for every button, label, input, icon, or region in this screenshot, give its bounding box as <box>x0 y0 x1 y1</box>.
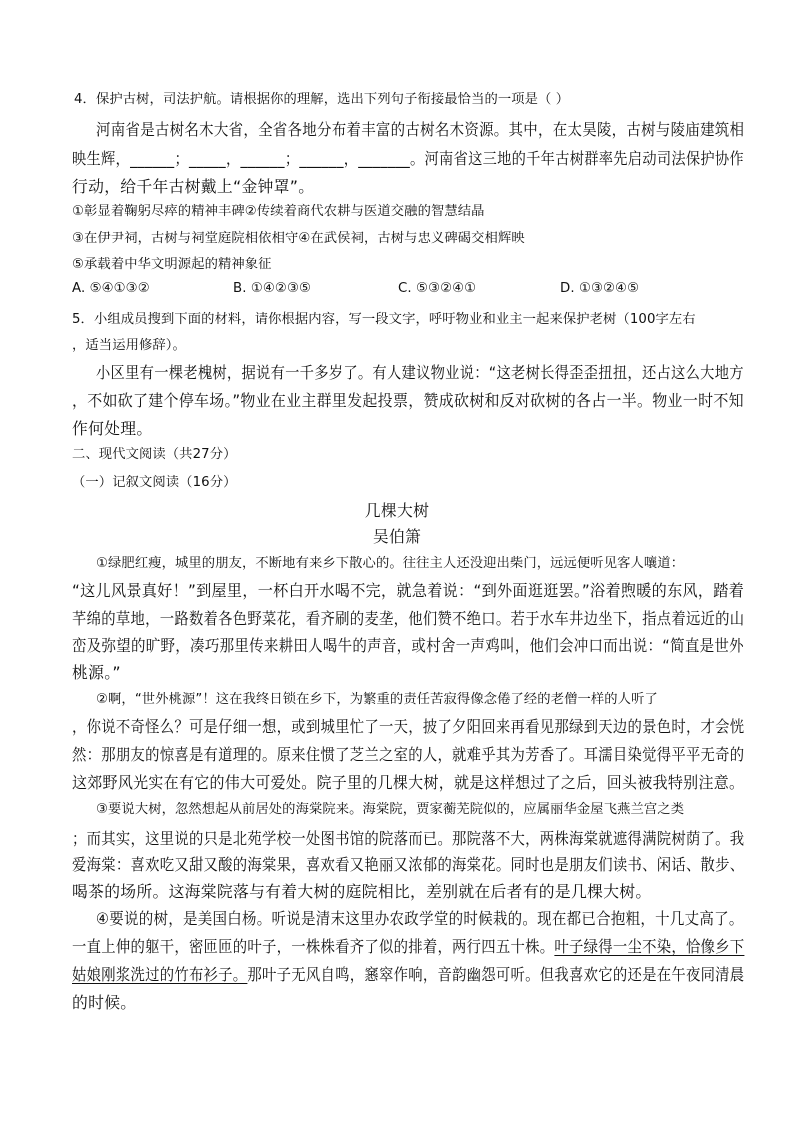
choice-a-letter: A. <box>72 281 86 296</box>
choice-b-text: ①④②③⑤ <box>250 281 311 296</box>
q5-passage-line-2: ，不如砍了建个停车场。”物业在业主群里发起投票，赞成砍树和反对砍树的各占一半。物业一时不知 <box>72 391 744 410</box>
p4-line-3 <box>72 962 744 985</box>
p1-line-5: 桃源。” <box>72 663 121 682</box>
q5-passage-line-3: 作何处理。 <box>72 419 153 438</box>
p4-line-3-plain: 那叶子无风自鸣，窸窣作响，音韵幽怨可听。但我喜欢它的还是在午夜同清晨 <box>247 965 745 984</box>
choice-b-letter: B. <box>233 281 247 296</box>
p3-line-4: 喝茶的场所。这海棠院落与有着大树的庭院相比，差别就在后者有的是几棵大树。 <box>72 882 652 901</box>
q4-passage-line-3: 行动，给千年古树戴上“金钟罩”。 <box>72 177 315 196</box>
p2-line-1: ②啊，“世外桃源”！这在我终日锁在乡下，为繁重的责任苦寂得像念倦了经的老僧一样的人听了 <box>96 692 658 707</box>
p2-line-4: 这郊野风光实在有它的伟大可爱处。院子里的几棵大树，就是这样想过了之后，回头被我特别注意。 <box>72 773 745 792</box>
choice-b[interactable] <box>233 281 311 296</box>
p4-underlined-sentence-end: 姑娘刚浆洗过的竹布衫子。 <box>72 965 248 984</box>
choice-c[interactable] <box>398 281 476 296</box>
q4-passage-line-2: 映生辉，______；_____，______；______，_______。河南省这三地的千年古树群率先启动司法保护协作 <box>72 149 744 168</box>
p3-line-2: ；而其实，这里说的只是北苑学校一处图书馆的院落而已。那院落不大，两株海棠就遮得满院树荫了。我 <box>72 829 745 848</box>
choice-d[interactable] <box>560 281 639 296</box>
q4-passage-line-1: 河南省是古树名木大省，全省各地分布着丰富的古树名木资源。其中，在太昊陵，古树与陵庙建筑相 <box>96 120 745 139</box>
p2-line-2: ，你说不奇怪么？可是仔细一想，或到城里忙了一天，披了夕阳回来再看见那绿到天边的景色时，才会恍 <box>72 717 745 736</box>
p1-line-1: ①绿肥红瘦，城里的朋友，不断地有来乡下散心的。往往主人还没迎出柴门，远远便听见客人嚷道： <box>96 556 685 571</box>
choice-c-text: ⑤③②④① <box>416 281 477 296</box>
q4-option-line-2: ③在伊尹祠，古树与祠堂庭院相依相守④在武侯祠，古树与忠义碑碣交相辉映 <box>72 231 525 246</box>
q5-stem-line-2: ，适当运用修辞）。 <box>72 338 186 353</box>
p3-line-3: 爱海棠：喜欢吃又甜又酸的海棠果，喜欢看又艳丽又浓郁的海棠花。同时也是朋友们读书、闲话、散步、 <box>72 855 745 874</box>
article-title: 几棵大树 <box>364 501 430 520</box>
article-author: 吴伯箫 <box>372 527 422 546</box>
choice-a-text: ⑤④①③② <box>89 281 150 296</box>
section-heading: 二、现代文阅读（共27分） <box>72 447 237 462</box>
q4-stem: 4．保护古树，司法护航。请根据你的理解，选出下列句子衔接最恰当的一项是（ ） <box>74 92 570 107</box>
p1-line-2: “这儿风景真好！”到屋里，一杯白开水喝不完，就急着说：“到外面逛逛罢。”浴着煦暖的东风，踏着 <box>72 581 745 600</box>
p1-line-3: 芊绵的草地，一路数着各色野菜花，看齐刷的麦垄，他们赞不绝口。若于水车井边坐下，指点着远近的山 <box>72 609 745 628</box>
p4-line-4: 的时候。 <box>72 993 137 1012</box>
q4-option-line-3: ⑤承载着中华文明源起的精神象征 <box>72 257 272 272</box>
choice-d-text: ①③②④⑤ <box>579 281 640 296</box>
subsection-heading: （一）记叙文阅读（16分） <box>72 475 237 490</box>
choice-c-letter: C. <box>398 281 412 296</box>
p4-line-1: ④要说的树，是美国白杨。听说是清末这里办农政学堂的时候栽的。现在都已合抱粗，十几丈高了。 <box>96 909 744 928</box>
q5-passage-line-1: 小区里有一棵老槐树，据说有一千多岁了。有人建议物业说：“这老树长得歪歪扭扭，还占这么大地方 <box>96 363 744 382</box>
p3-line-1: ③要说大树，忽然想起从前居处的海棠院来。海棠院，贾家蘅芜院似的，应属丽华金屋飞燕兰宫之类 <box>96 802 685 817</box>
p2-line-3: 然：那朋友的惊喜是有道理的。原来住惯了芝兰之室的人，就难乎其为芳香了。耳濡目染觉得平平无奇的 <box>72 745 745 764</box>
choice-a[interactable] <box>72 281 150 296</box>
choice-d-letter: D. <box>560 281 575 296</box>
q4-option-line-1: ①彰显着鞠躬尽瘁的精神丰碑②传续着商代农耕与医道交融的智慧结晶 <box>72 204 485 219</box>
q5-stem-line-1: 5．小组成员搜到下面的材料，请你根据内容，写一段文字，呼吁物业和业主一起来保护老树（100字左右 <box>72 312 696 327</box>
p1-line-4: 峦及弥望的旷野，凑巧那里传来耕田人喝牛的声音，或村舍一声鸡叫，他们会冲口而出说：“简直是世外 <box>72 636 744 655</box>
p4-line-2 <box>72 934 744 957</box>
p4-line-2-plain: 一直上伸的躯干，密匝匝的叶子，一株株看齐了似的排着，两行四五十株。 <box>72 937 555 956</box>
p4-underlined-sentence-start: 叶子绿得一尘不染，恰像乡下 <box>554 937 745 956</box>
